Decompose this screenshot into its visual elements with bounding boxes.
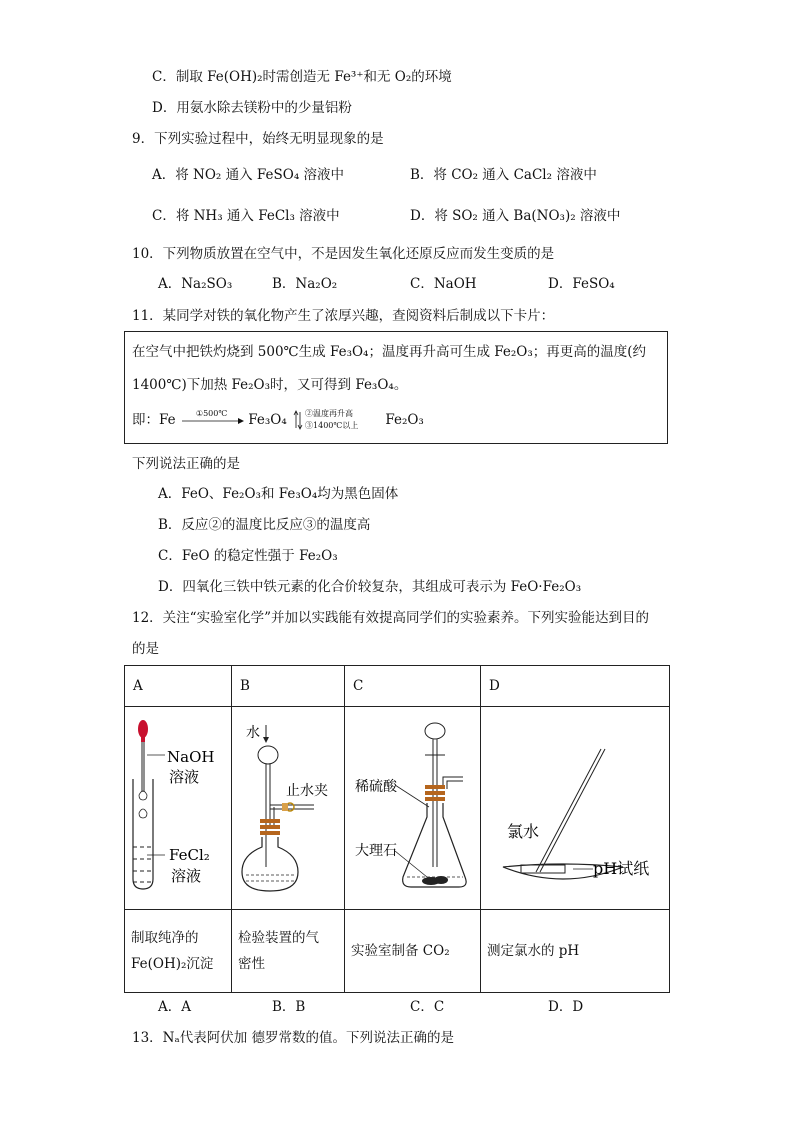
- label-marble: 大理石: [355, 843, 397, 859]
- q10-stem: 10．下列物质放置在空气中，不是因发生氧化还原反应而发生变质的是: [132, 246, 555, 262]
- q9-option-b: B．将 CO₂ 通入 CaCl₂ 溶液中: [410, 167, 597, 183]
- q13-stem: 13．Nₐ代表阿伏加 德罗常数的值。下列说法正确的是: [132, 1030, 454, 1046]
- caption-cell-b: [232, 910, 345, 993]
- info-card: [124, 331, 668, 444]
- label-naoh-solution: 溶液: [169, 768, 200, 786]
- q10-option-a: A．Na₂SO₃: [158, 276, 233, 292]
- label-ph-paper: pH试纸: [593, 859, 650, 878]
- q12-option-c: C．C: [410, 999, 445, 1015]
- flask-funnel-figure: [232, 707, 345, 905]
- funnel: [425, 723, 445, 739]
- separatory-funnel: [258, 746, 278, 764]
- card-eq-prefix: 即：Fe: [132, 412, 176, 428]
- label-naoh: NaOH: [167, 748, 215, 766]
- table-caption-row: [125, 910, 670, 993]
- header-cell-b: B: [232, 666, 345, 707]
- card-line-1: 在空气中把铁灼烧到 500℃生成 Fe₃O₄；温度再升高可生成 Fe₂O₃；再更高的温度(约: [132, 344, 647, 360]
- q8-option-d: D．用氨水除去镁粉中的少量铝粉: [152, 100, 352, 116]
- q10-option-d: D．FeSO₄: [548, 276, 615, 292]
- arrow-3-label: ③1400℃以上: [305, 421, 359, 430]
- figure-cell-d: [481, 707, 670, 910]
- caption-cell-a: [125, 910, 232, 993]
- caption-cell-d: [481, 910, 670, 993]
- ph-test-figure: [481, 707, 670, 905]
- q9-option-d: D．将 SO₂ 通入 Ba(NO₃)₂ 溶液中: [410, 208, 621, 224]
- caption-b-line-1: 检验装置的气: [238, 930, 319, 946]
- card-eq-end: Fe₂O₃: [385, 412, 424, 428]
- caption-b-line-2: 密性: [238, 956, 265, 972]
- q9-option-a: A．将 NO₂ 通入 FeSO₄ 溶液中: [152, 167, 345, 183]
- q9-option-c: C．将 NH₃ 通入 FeCl₃ 溶液中: [152, 208, 340, 224]
- card-equation: [132, 411, 424, 429]
- figure-cell-a: [125, 707, 232, 910]
- header-cell-a: A: [125, 666, 232, 707]
- q12-stem-line-2: 的是: [132, 641, 159, 657]
- label-clamp: 止水夹: [286, 783, 328, 799]
- caption-cell-c: [345, 910, 481, 993]
- dropper-bulb: [138, 720, 148, 738]
- q11-option-a: A．FeO、Fe₂O₃和 Fe₃O₄均为黑色固体: [158, 486, 399, 502]
- dropper-test-tube-figure: [125, 707, 232, 905]
- q11-option-b: B．反应②的温度比反应③的温度高: [158, 517, 371, 533]
- card-line-2: 1400℃)下加热 Fe₂O₃时，又可得到 Fe₃O₄。: [132, 377, 408, 393]
- caption-a-line-1: 制取纯净的: [131, 930, 199, 946]
- arrow-1-label: ①500℃: [195, 409, 228, 418]
- q11-option-c: C．FeO 的稳定性强于 Fe₂O₃: [158, 548, 338, 564]
- arrow-2-label: ②温度再升高: [305, 409, 354, 418]
- conical-flask: [403, 803, 466, 887]
- q9-stem: 9．下列实验过程中，始终无明显现象的是: [132, 131, 384, 147]
- q10-option-b: B．Na₂O₂: [272, 276, 338, 292]
- q11-stem: 11．某同学对铁的氧化物产生了浓厚兴趣，查阅资料后制成以下卡片：: [132, 308, 555, 324]
- label-fecl2-solution: 溶液: [171, 867, 202, 885]
- header-cell-c: C: [345, 666, 481, 707]
- label-water: 水: [246, 725, 260, 741]
- header-cell-d: D: [481, 666, 670, 707]
- q12-option-b: B．B: [272, 999, 306, 1015]
- label-fecl2: FeCl₂: [169, 846, 210, 864]
- table-header-row: [125, 666, 670, 707]
- figure-cell-c: [345, 707, 481, 910]
- q12-option-a: A．A: [158, 999, 191, 1015]
- reaction-arrow-1: [180, 411, 244, 429]
- double-arrow-shape: [291, 410, 305, 430]
- q8-option-c: C．制取 Fe(OH)₂时需创造无 Fe³⁺和无 O₂的环境: [152, 69, 452, 85]
- q12-stem-line-1: 12．关注“实验室化学”并加以实践能有效提高同学们的实验素养。下列实验能达到目的: [132, 610, 649, 626]
- q10-option-c: C．NaOH: [410, 276, 477, 292]
- test-tube: [133, 779, 153, 889]
- experiment-table: [124, 665, 670, 993]
- caption-d-line-1: 测定氯水的 pH: [487, 943, 580, 959]
- arrow-1-shape: [180, 411, 244, 429]
- erlenmeyer-figure: [345, 707, 481, 905]
- q11-subprompt: 下列说法正确的是: [132, 456, 240, 472]
- figure-cell-b: [232, 707, 345, 910]
- table-figure-row: [125, 707, 670, 910]
- label-chlorine-water: 氯水: [507, 822, 540, 841]
- q12-option-d: D．D: [548, 999, 584, 1015]
- round-flask: [242, 837, 298, 891]
- caption-a-line-2: Fe(OH)₂沉淀: [131, 956, 214, 972]
- q11-option-d: D．四氧化三铁中铁元素的化合价较复杂，其组成可表示为 FeO·Fe₂O₃: [158, 579, 582, 595]
- caption-c-line-1: 实验室制备 CO₂: [351, 943, 450, 959]
- card-eq-mid: Fe₃O₄: [248, 412, 287, 428]
- reaction-arrow-2: [291, 411, 381, 429]
- label-acid: 稀硫酸: [355, 779, 397, 795]
